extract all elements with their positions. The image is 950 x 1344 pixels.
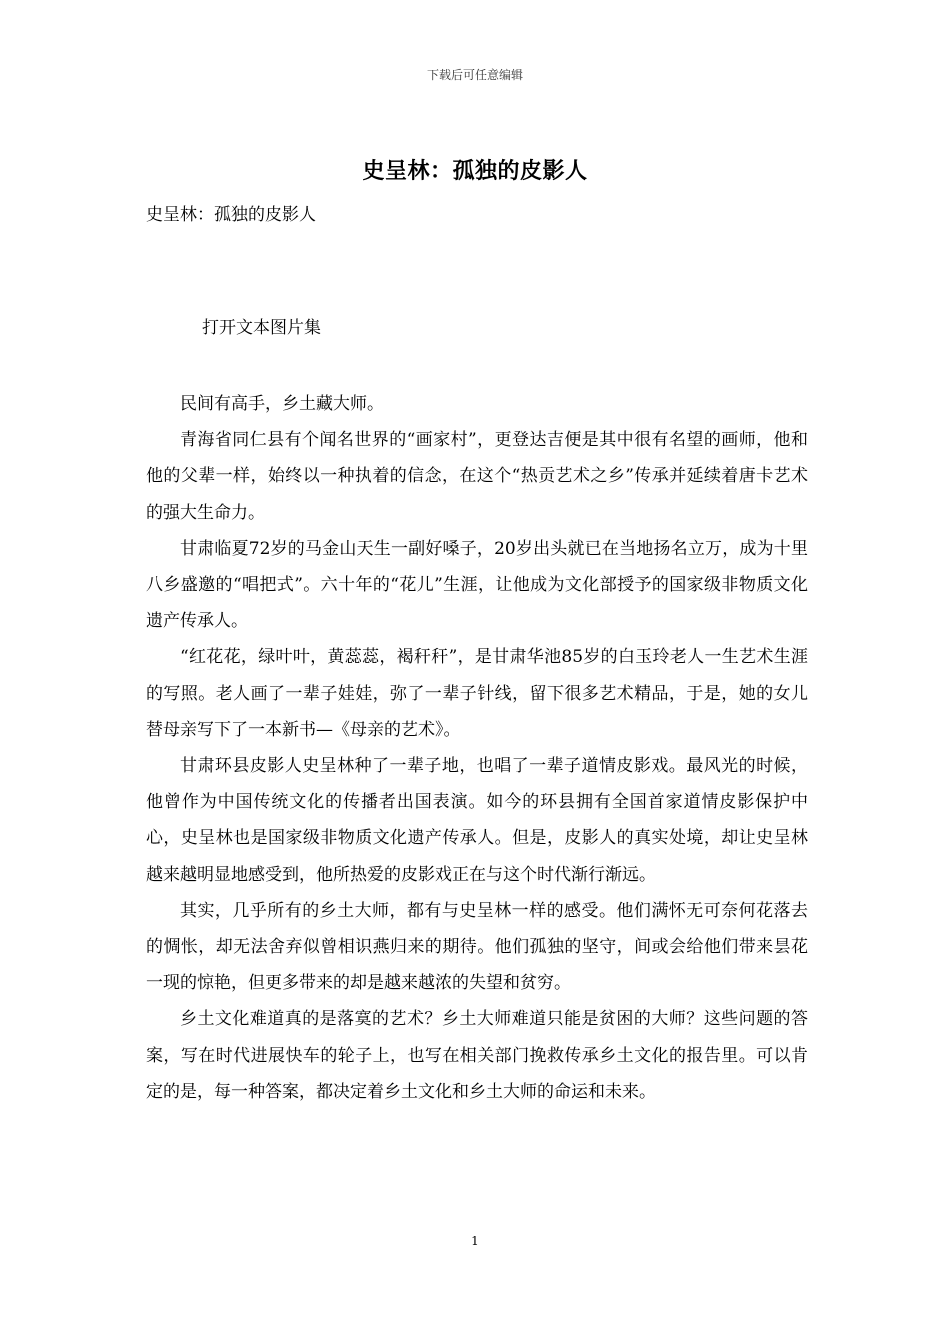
paragraph: 青海省同仁县有个闻名世界的“画家村”，更登达吉便是其中很有名望的画师，他和他的父辈一样，始终以一种执着的信念，在这个“热贡艺术之乡”传承并延续着唐卡艺术的强大生命力。: [146, 430, 808, 523]
paragraph: 甘肃环县皮影人史呈林种了一辈子地，也唱了一辈子道情皮影戏。最风光的时候，他曾作为中国传统文化的传播者出国表演。如今的环县拥有全国首家道情皮影保护中心，史呈林也是国家级非物质文化遗产传承人。但是，皮影人的真实处境，却让史呈林越来越明显地感受到，他所热爱的皮影戏正在与这个时代渐行渐远。: [146, 756, 808, 885]
paragraph: 其实，几乎所有的乡土大师，都有与史呈林一样的感受。他们满怀无可奈何花落去的惆怅，却无法舍弃似曾相识燕归来的期待。他们孤独的坚守，间或会给他们带来昙花一现的惊艳，但更多带来的却是越来越浓的失望和贫穷。: [146, 900, 808, 994]
page-header-note: 下载后可任意编辑: [426, 68, 523, 82]
article-subtitle: 史呈林：孤独的皮影人: [146, 205, 316, 225]
article-body: [146, 386, 808, 1110]
article-title: 史呈林：孤独的皮影人: [362, 158, 588, 184]
paragraph: 民间有高手，乡土藏大师。: [180, 394, 384, 414]
paragraph: “红花花，绿叶叶，黄蕊蕊，褐秆秆”，是甘肃华池85岁的白玉玲老人一生艺术生涯的写照。老人画了一辈子娃娃，弥了一辈子针线，留下很多艺术精品，于是，她的女儿替母亲写下了一本新书—《母亲的艺术》。: [146, 647, 808, 740]
paragraph: 甘肃临夏72岁的马金山天生一副好嗓子，20岁出头就已在当地扬名立万，成为十里八乡盛邀的“唱把式”。六十年的“花儿”生涯，让他成为文化部授予的国家级非物质文化遗产传承人。: [146, 538, 808, 632]
open-gallery-link[interactable]: 打开文本图片集: [202, 318, 321, 338]
paragraph: 乡土文化难道真的是落寞的艺术？乡土大师难道只能是贫困的大师？这些问题的答案，写在时代进展快车的轮子上，也写在相关部门挽救传承乡土文化的报告里。可以肯定的是，每一种答案，都决定着乡土文化和乡土大师的命运和未来。: [146, 1009, 808, 1102]
page-number: 1: [471, 1234, 479, 1248]
